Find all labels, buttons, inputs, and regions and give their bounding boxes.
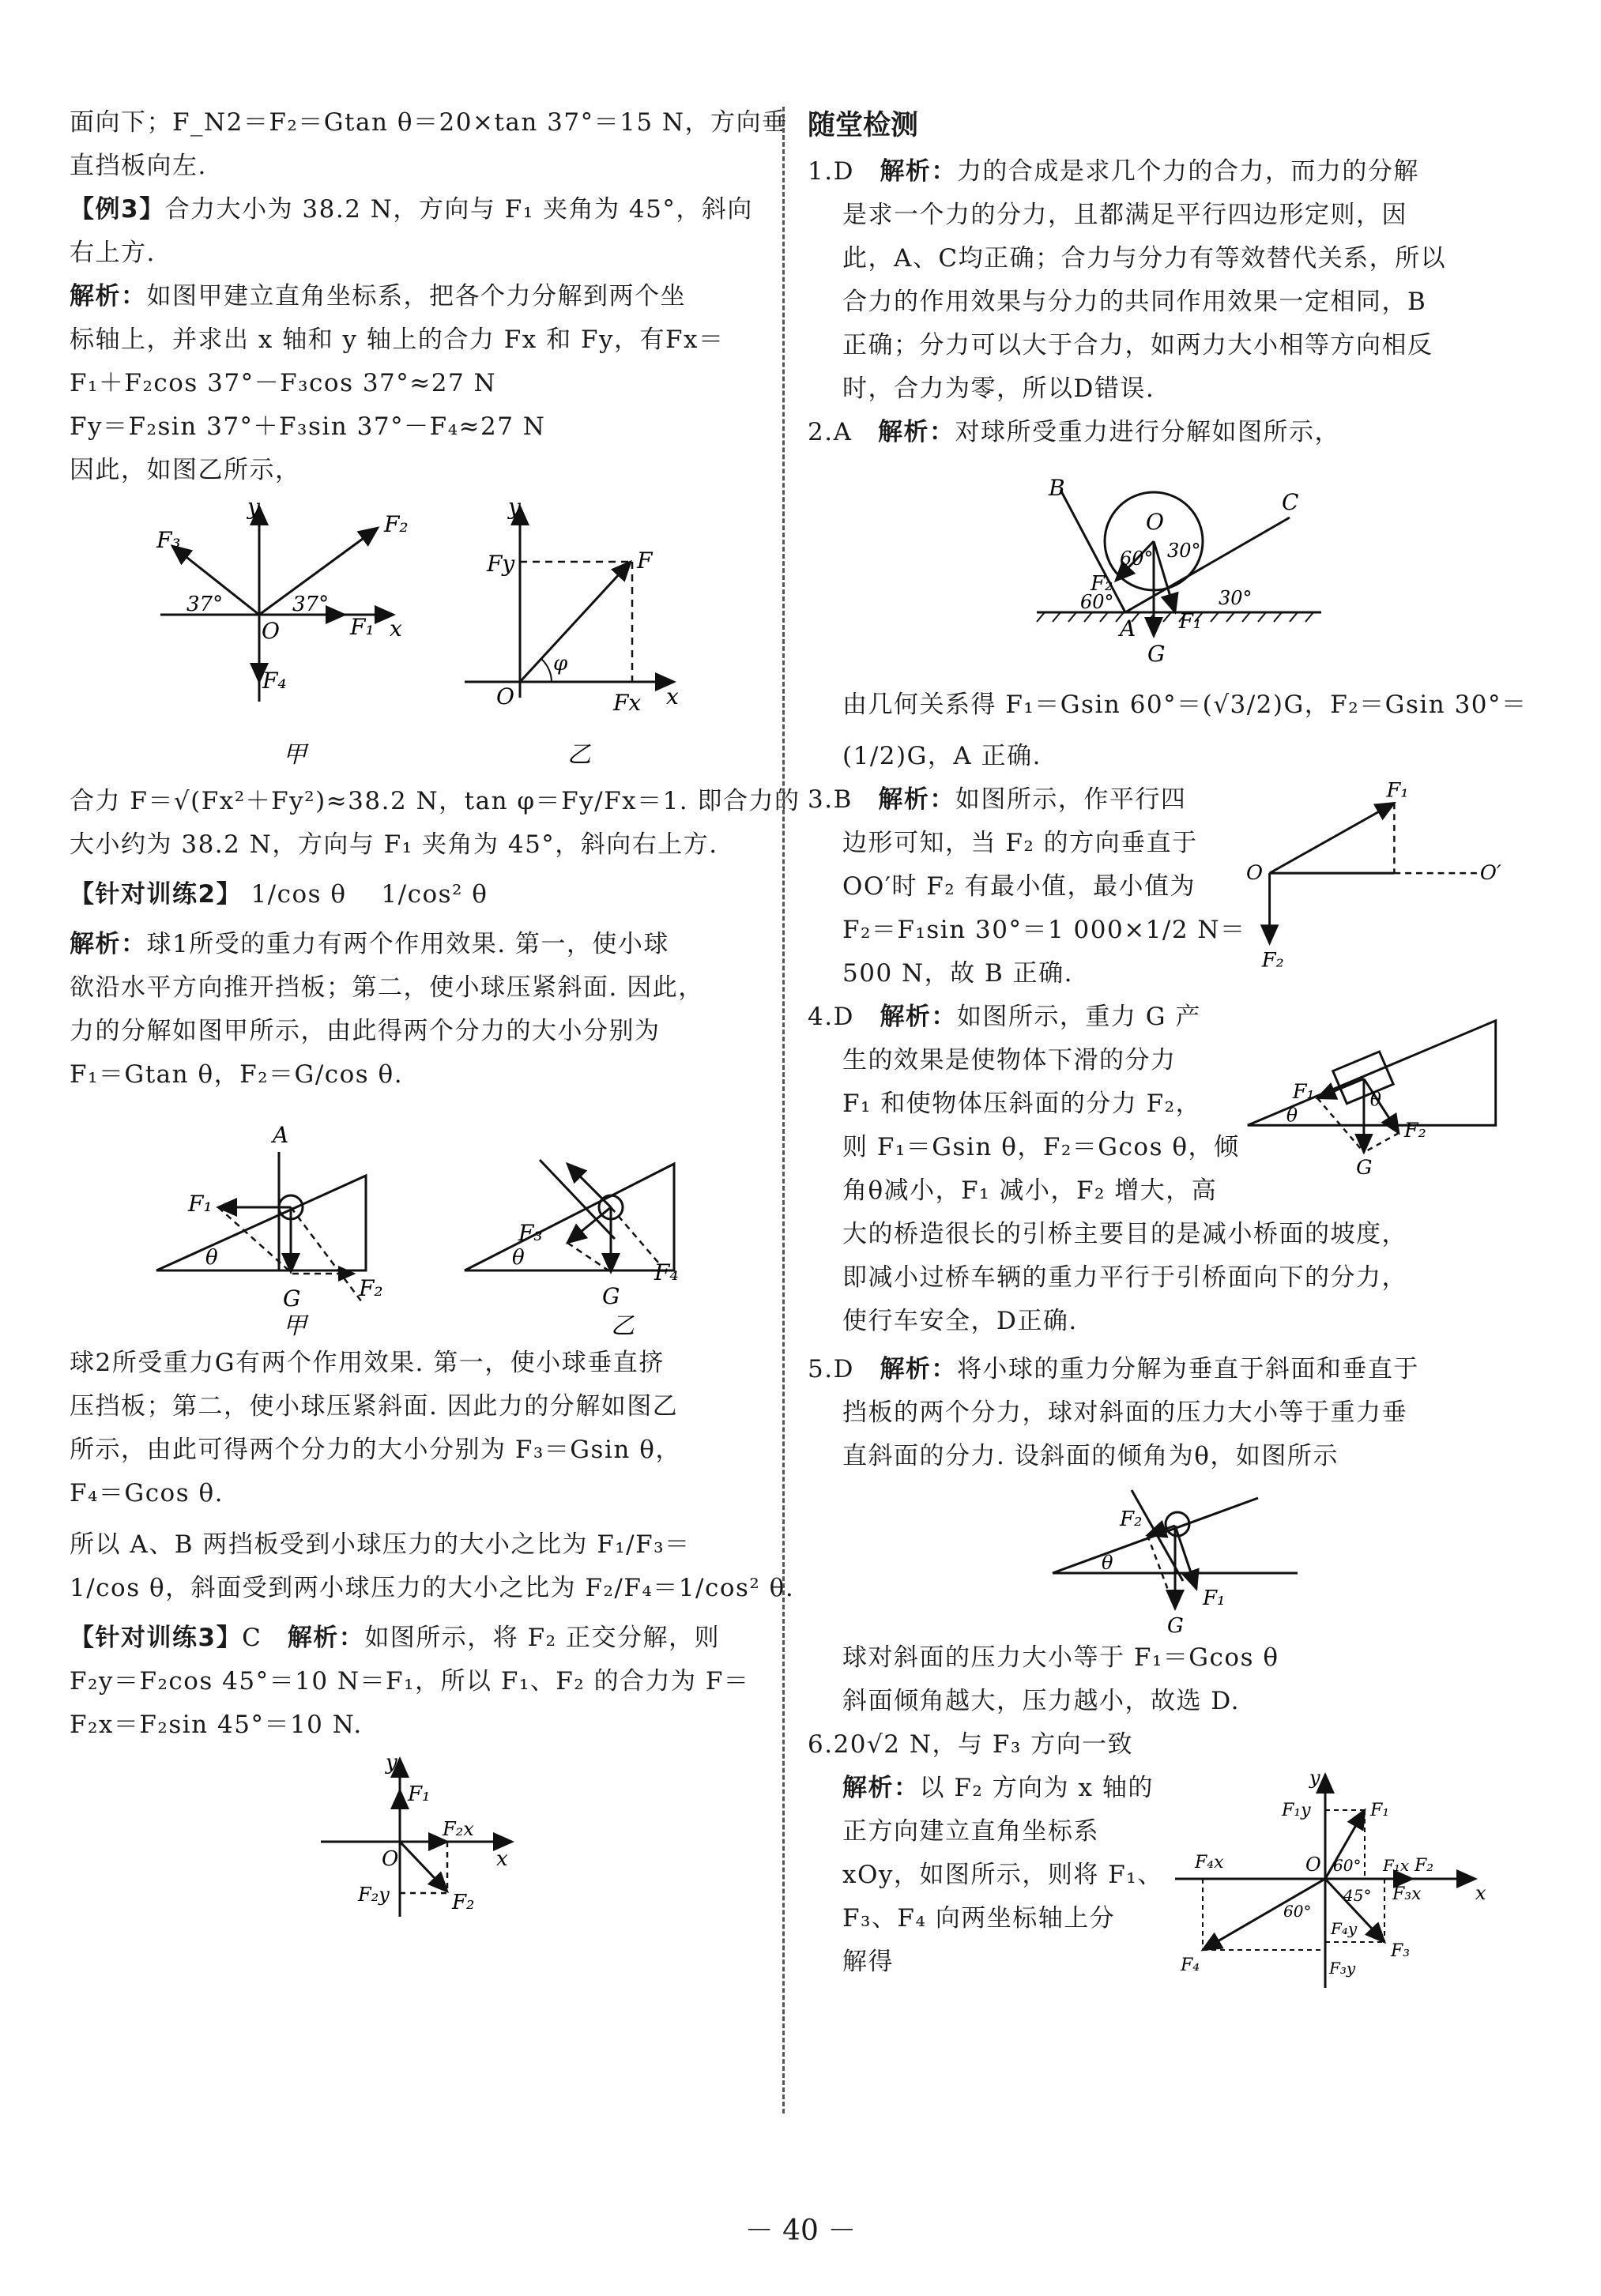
diagram-yi: [465, 1160, 679, 1309]
label-F3x: F₃x: [1392, 1884, 1422, 1904]
example-answer: 合力大小为 38.2 N，方向与 F₁ 夹角为 45°，斜向: [164, 195, 753, 224]
label-F1y: F₁y: [1281, 1801, 1311, 1820]
label-F4x: F₄x: [1194, 1853, 1224, 1873]
label-O: O: [1146, 509, 1164, 535]
text-line: F₃、F₄ 向两坐标轴上分: [842, 1904, 1116, 1933]
label-G: G: [602, 1283, 620, 1309]
angle-37-right: 37°: [292, 593, 330, 616]
figure-f2-orthogonal: [70, 1747, 757, 1929]
label-theta: θ: [1102, 1552, 1113, 1574]
question-number: 4.D: [808, 1003, 854, 1031]
text-line: 500 N，故 B 正确.: [842, 959, 1073, 988]
text-line: 合力 F＝√(Fx²＋Fy²)≈38.2 N，tan φ＝Fy/Fx＝1. 即合力的: [70, 787, 800, 815]
label-Fy: Fy: [487, 551, 515, 577]
label-F3: F₃: [518, 1220, 543, 1246]
label-G: G: [1147, 641, 1166, 667]
analysis-text: 力的合成是求几个力的合力，而力的分解: [956, 157, 1419, 186]
analysis-text: 球1所受的重力有两个作用效果. 第一，使小球: [146, 930, 669, 958]
figure-four-forces: [1163, 1767, 1495, 1996]
label-y: y: [386, 1751, 397, 1775]
label-O: O: [496, 683, 514, 710]
angle-60: 60°: [1120, 548, 1154, 570]
text-line: 合力的作用效果与分力的共同作用效果一定相同，B: [842, 288, 1427, 316]
text-line: 直斜面的分力. 设斜面的倾角为θ，如图所示: [842, 1442, 1339, 1470]
label-x: x: [1475, 1882, 1486, 1904]
text-line: 右上方.: [70, 239, 156, 267]
text-line: 欲沿水平方向推开挡板；第二，使小球压紧斜面. 因此，: [70, 973, 704, 1002]
label-A: A: [273, 1122, 289, 1148]
example-3: [70, 188, 757, 231]
question-number: 6.: [808, 1730, 834, 1759]
column-divider: [782, 107, 785, 2113]
equation: Fy＝F₂sin 37°＋F₃sin 37°－F₄≈27 N: [70, 412, 546, 441]
text-line: 时，合力为零，所以D错误.: [842, 375, 1155, 403]
equation: F₂＝F₁sin 30°＝1 000×1/2 N＝: [842, 916, 1246, 944]
equation: F₁＋F₂cos 37°－F₃cos 37°≈27 N: [70, 369, 497, 397]
label-F1: F₁: [1386, 778, 1409, 803]
label-F2y: F₂y: [358, 1884, 390, 1906]
training-3: [70, 1617, 757, 1660]
text-line: 标轴上，并求出 x 轴和 y 轴上的合力 Fx 和 Fy，有Fx＝: [70, 326, 725, 354]
text-line: 球2所受重力G有两个作用效果. 第一，使小球垂直挤: [70, 1349, 665, 1377]
analysis-tag: 解析：: [287, 1624, 365, 1652]
question-line: [808, 996, 1240, 1039]
angle-37-left: 37°: [186, 593, 224, 616]
text-line: 所示，由此可得两个分力的大小分别为 F₃＝Gsin θ，: [70, 1436, 681, 1464]
equation: F₂y＝F₂cos 45°＝10 N＝F₁，所以 F₁、F₂ 的合力为 F＝: [70, 1667, 750, 1696]
text-line: 边形可知，当 F₂ 的方向垂直于: [842, 829, 1198, 857]
label-O: O: [1305, 1854, 1321, 1876]
label-C: C: [1282, 489, 1299, 515]
text-line: 斜面倾角越大，压力越小，故选 D.: [842, 1687, 1240, 1715]
label-theta: θ: [512, 1246, 525, 1270]
label-O: O: [382, 1847, 399, 1871]
right-column: [808, 101, 1528, 1996]
text-line: 挡板的两个分力，球对斜面的压力大小等于重力垂: [842, 1398, 1407, 1427]
question-6: [808, 1723, 1503, 1767]
equation: 由几何关系得 F₁＝Gsin 60°＝(√3/2)G，F₂＝Gsin 30°＝: [842, 691, 1528, 719]
label-F2: F₂: [359, 1275, 383, 1301]
label-y: y: [247, 494, 260, 520]
analysis-line: [70, 275, 757, 318]
angle-30: 30°: [1219, 587, 1253, 609]
label-F3: F₃: [1390, 1941, 1410, 1961]
label-F4: F₄: [654, 1259, 679, 1285]
label-B: B: [1049, 475, 1065, 501]
equation: 球对斜面的压力大小等于 F₁＝Gcos θ: [842, 1643, 1279, 1672]
label-F1x: F₁x: [1382, 1856, 1409, 1875]
label-F1: F₁: [1203, 1586, 1226, 1610]
equation: (1/2)G，A 正确.: [842, 742, 1042, 770]
label-y: y: [508, 494, 521, 520]
question-number: 2.A: [808, 418, 853, 446]
analysis-tag: 解析：: [842, 1774, 920, 1802]
label-phi: φ: [553, 652, 568, 676]
text-line: 使行车安全，D正确.: [842, 1307, 1078, 1335]
label-theta: θ: [1286, 1104, 1298, 1127]
text-line: 角θ减小，F₁ 减小，F₂ 增大，高: [842, 1176, 1218, 1205]
label-F1: F₁: [1292, 1079, 1315, 1104]
text-line: 因此，如图乙所示，: [70, 456, 301, 484]
text-line: 面向下；F_N2＝F₂＝Gtan θ＝20×tan 37°＝15 N，方向垂: [70, 108, 788, 137]
label-F2: F₂: [1403, 1118, 1426, 1142]
angle-30: 30°: [1167, 540, 1201, 562]
label-theta: θ: [205, 1246, 218, 1270]
equation: F₁＝Gtan θ，F₂＝G/cos θ.: [70, 1060, 404, 1089]
analysis-tag: 解析：: [880, 1355, 957, 1383]
text-line: 直挡板向左.: [70, 152, 207, 180]
question-number: 3.B: [808, 785, 853, 814]
question-3: [808, 778, 1503, 996]
equation: 则 F₁＝Gsin θ，F₂＝Gcos θ，倾: [842, 1133, 1240, 1161]
question-line: [808, 778, 1246, 822]
figure-force-decomposition-jia-yi: [70, 492, 757, 777]
label-O-prime: O′: [1479, 861, 1501, 886]
equation: F₂x＝F₂sin 45°＝10 N.: [70, 1711, 363, 1739]
text-line: F₁ 和使物体压斜面的分力 F₂，: [842, 1090, 1202, 1118]
analysis-line: [808, 1767, 1163, 1810]
text-line: 正确；分力可以大于合力，如两力大小相等方向相反: [842, 331, 1433, 359]
label-F2x: F₂x: [443, 1818, 474, 1840]
example-tag: 【例3】: [70, 195, 165, 224]
label-F1: F₁: [1179, 610, 1202, 634]
caption-yi: 乙: [611, 1312, 635, 1340]
label-G: G: [1167, 1614, 1184, 1636]
text-line: 1/cos θ，斜面受到两小球压力的大小之比为 F₂/F₄＝1/cos² θ.: [70, 1574, 795, 1602]
question-4: [808, 996, 1503, 1213]
text-line: 所以 A、B 两挡板受到小球压力的大小之比为 F₁/F₃＝: [70, 1530, 691, 1559]
label-F2: F₂: [1091, 572, 1113, 596]
label-F3: F₃: [156, 527, 181, 553]
question-number: 5.D: [808, 1355, 854, 1383]
label-theta: θ: [1369, 1088, 1381, 1111]
training-tag: 【针对训练3】: [70, 1624, 243, 1652]
page-number: － 40 －: [744, 2215, 857, 2247]
analysis-tag: 解析：: [877, 418, 955, 446]
label-F1: F₁: [1369, 1801, 1389, 1820]
analysis-tag: 解析：: [70, 282, 147, 311]
training-answer: C: [242, 1624, 262, 1652]
text-line: 此，A、C均正确；合力与分力有等效替代关系，所以: [842, 244, 1447, 273]
angle-60: 60°: [1080, 591, 1114, 613]
analysis-text: 以 F₂ 方向为 x 轴的: [919, 1774, 1154, 1802]
figure-ball-on-incline: [70, 1097, 757, 1342]
analysis-line: [70, 923, 757, 966]
text-line: 是求一个力的分力，且都满足平行四边形定则，因: [842, 201, 1407, 229]
diagram-jia: [156, 494, 409, 702]
label-y: y: [1309, 1767, 1320, 1789]
label-F2: F₂: [1120, 1507, 1143, 1531]
analysis-text: 将小球的重力分解为垂直于斜面和垂直于: [956, 1355, 1419, 1383]
text-line: 大小约为 38.2 N，方向与 F₁ 夹角为 45°，斜向右上方.: [70, 830, 718, 859]
analysis-text: 如图所示，将 F₂ 正交分解，则: [364, 1624, 720, 1652]
label-F2: F₂: [384, 511, 409, 537]
label-A: A: [1120, 615, 1136, 642]
label-F3y: F₃y: [1328, 1959, 1355, 1978]
question-5: [808, 1348, 1503, 1391]
caption-jia: 甲: [283, 1312, 307, 1340]
section-title: 随堂检测: [808, 110, 919, 141]
label-F1: F₁: [350, 614, 375, 640]
label-F4: F₄: [1180, 1955, 1200, 1975]
label-x: x: [496, 1847, 508, 1871]
analysis-text: 对球所受重力进行分解如图所示，: [955, 418, 1340, 446]
diagram-jia: [156, 1122, 383, 1312]
text-line: 大的桥造很长的引桥主要目的是减小桥面的坡度，: [842, 1220, 1407, 1248]
label-Fx: Fx: [613, 690, 642, 716]
analysis-text: 如图所示，重力 G 产: [956, 1003, 1201, 1031]
label-G: G: [283, 1285, 301, 1312]
label-F2: F₂: [1414, 1856, 1433, 1876]
text-line: 解得: [842, 1948, 894, 1976]
figure-ball-in-v-groove: [808, 454, 1503, 668]
training-2: [70, 873, 757, 917]
left-column: [70, 101, 800, 1929]
label-O: O: [1245, 861, 1263, 886]
text-line: 即减小过桥车辆的重力平行于引桥面向下的分力，: [842, 1263, 1407, 1292]
text-line: 力的分解如图甲所示，由此得两个分力的大小分别为: [70, 1017, 661, 1045]
question-answer: 20√2 N，与 F₃ 方向一致: [833, 1730, 1134, 1759]
label-F1: F₁: [188, 1191, 213, 1217]
analysis-tag: 解析：: [70, 930, 147, 958]
diagram-yi: [465, 494, 679, 716]
label-F4: F₄: [262, 668, 287, 694]
text-line: OO′时 F₂ 有最小值，最小值为: [842, 872, 1196, 901]
label-F: F: [637, 548, 653, 574]
analysis-text: 如图所示，作平行四: [955, 785, 1187, 814]
label-F4y: F₄y: [1330, 1919, 1357, 1938]
question-1: [808, 150, 1503, 194]
analysis-text: 如图甲建立直角坐标系，把各个力分解到两个坐: [146, 282, 686, 311]
label-O: O: [262, 618, 280, 644]
angle-45: 45°: [1343, 1886, 1372, 1905]
caption-yi: 乙: [567, 741, 591, 769]
label-F1: F₁: [408, 1782, 431, 1806]
label-G: G: [1355, 1156, 1373, 1180]
figure-min-f2: [1246, 778, 1503, 984]
text-line: xOy，如图所示，则将 F₁、: [842, 1861, 1163, 1889]
angle-60: 60°: [1332, 1856, 1362, 1875]
label-x: x: [390, 615, 402, 642]
label-F2: F₂: [1261, 948, 1284, 973]
training-tag: 【针对训练2】: [70, 880, 243, 909]
question-6-body: [808, 1767, 1503, 1996]
figure-block-on-slope: [1240, 996, 1503, 1193]
question-2: [808, 411, 1503, 454]
analysis-tag: 解析：: [880, 157, 957, 186]
equation: F₄＝Gcos θ.: [70, 1479, 224, 1507]
text-line: 正方向建立直角坐标系: [842, 1817, 1099, 1846]
figure-ball-board-slope: [808, 1478, 1503, 1636]
question-number: 1.D: [808, 157, 854, 186]
angle-60: 60°: [1283, 1902, 1312, 1921]
caption-jia: 甲: [283, 741, 307, 769]
text-line: 生的效果是使物体下滑的分力: [842, 1046, 1177, 1075]
label-x: x: [666, 683, 679, 710]
training-answer: 1/cos θ 1/cos² θ: [251, 880, 488, 909]
analysis-tag: 解析：: [880, 1003, 957, 1031]
analysis-tag: 解析：: [878, 785, 955, 814]
text-line: 压挡板；第二，使小球压紧斜面. 因此力的分解如图乙: [70, 1392, 679, 1421]
label-F2: F₂: [452, 1891, 475, 1914]
